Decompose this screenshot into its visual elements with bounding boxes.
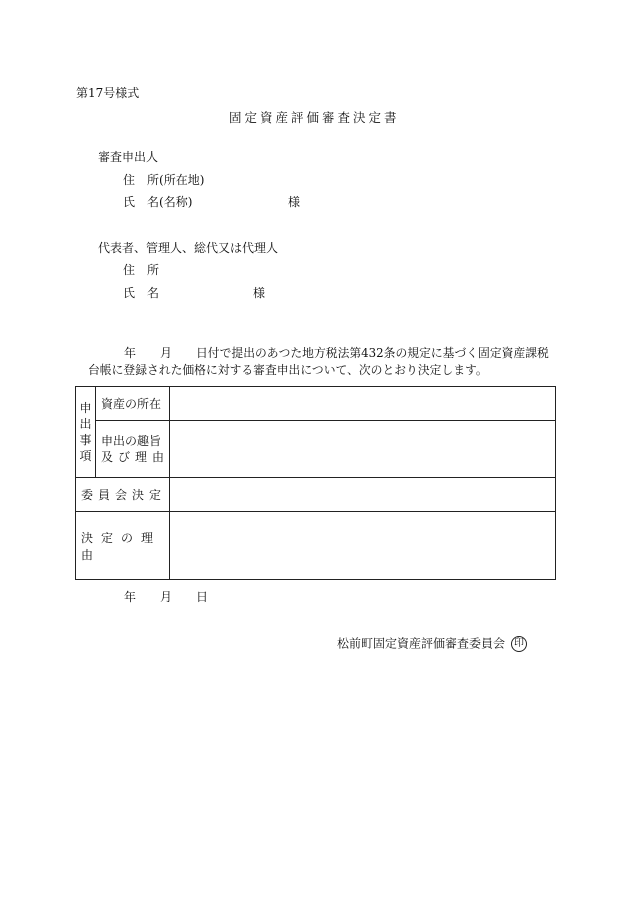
applicant-address-label-1: 住 <box>123 173 136 187</box>
form-number: 第17号様式 <box>76 86 140 100</box>
date-day: 日 <box>196 590 209 604</box>
date-year: 年 <box>124 590 137 604</box>
representative-name-label-2: 名 <box>147 286 160 300</box>
applicant-name-label-2: 名(名称) <box>147 195 193 209</box>
reason-field[interactable] <box>170 421 556 478</box>
date-month: 月 <box>160 590 173 604</box>
seal-icon: 印 <box>511 636 527 652</box>
asset-location-label: 資産の所在 <box>96 387 170 421</box>
group-char-1: 申 <box>79 401 92 415</box>
issuer-line <box>337 636 527 652</box>
decision-reason-row <box>76 512 556 580</box>
body-line1: 日付で提出のあつた地方税法第432条の規定に基づく固定資産課税 <box>196 346 549 360</box>
committee-decision-field[interactable] <box>170 478 556 512</box>
body-month: 月 <box>160 346 173 360</box>
body-line2: 台帳に登録された価格に対する審査申出について、次のとおり決定します。 <box>88 363 488 377</box>
asset-location-row <box>76 387 556 421</box>
applicant-honorific: 様 <box>288 195 301 209</box>
group-char-2: 出 <box>79 417 92 431</box>
representative-name-label-1: 氏 <box>123 286 136 300</box>
body-year: 年 <box>124 346 137 360</box>
group-char-3: 事 <box>79 433 92 447</box>
reason-label-line2: 及び理由 <box>101 450 170 464</box>
representative-name-label <box>123 286 159 300</box>
committee-decision-row <box>76 478 556 512</box>
applicant-name-label-1: 氏 <box>123 195 136 209</box>
representative-address-label-2: 所 <box>147 263 160 277</box>
applicant-address-label <box>123 173 204 187</box>
asset-location-field[interactable] <box>170 387 556 421</box>
reason-label-line1: 申出の趣旨 <box>101 434 162 448</box>
committee-decision-label: 委員会決定 <box>76 478 170 512</box>
reason-label <box>96 421 170 478</box>
applicant-heading: 審査申出人 <box>98 150 159 164</box>
group-char-4: 項 <box>79 449 92 463</box>
applicant-address-label-2: 所(所在地) <box>147 173 205 187</box>
document-title: 固定資産評価審査決定書 <box>229 110 400 125</box>
representative-honorific: 様 <box>253 286 266 300</box>
applicant-name-label <box>123 195 192 209</box>
issuer-name: 松前町固定資産評価審査委員会 <box>337 636 506 651</box>
decision-form-table <box>75 386 556 580</box>
representative-address-label <box>123 263 159 277</box>
reason-row <box>76 421 556 478</box>
decision-reason-field[interactable] <box>170 512 556 580</box>
representative-address-label-1: 住 <box>123 263 136 277</box>
application-items-label <box>76 387 96 478</box>
representative-heading: 代表者、管理人、総代又は代理人 <box>98 241 279 255</box>
decision-reason-label: 決定の理由 <box>76 512 170 580</box>
